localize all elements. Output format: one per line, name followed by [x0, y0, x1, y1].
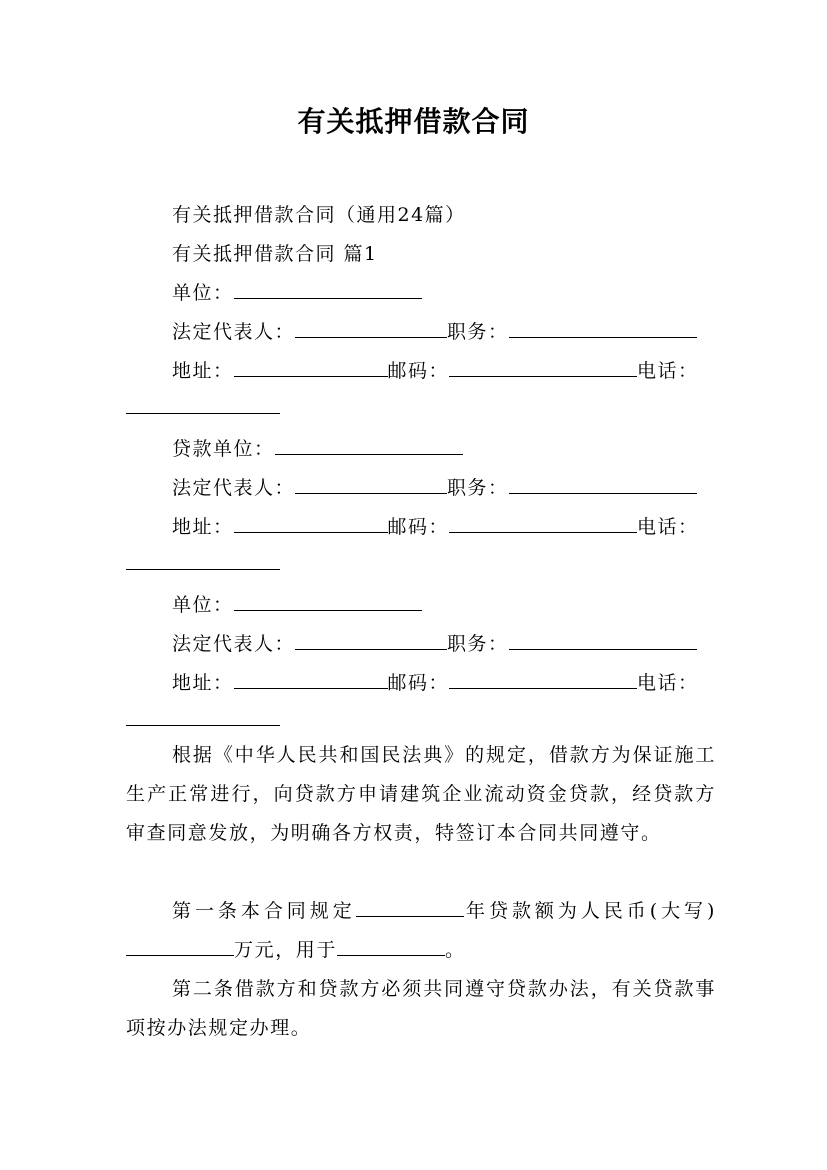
unit-blank[interactable] — [275, 436, 463, 455]
position-blank[interactable] — [509, 475, 697, 494]
preamble-paragraph: 根据《中华人民共和国民法典》的规定，借款方为保证施工生产正常进行，向贷款方申请建筑企业流动资金贷款，经贷款方审查同意发放，为明确各方权责，特签订本合同共同遵守。 — [126, 744, 716, 844]
position-blank[interactable] — [509, 319, 697, 338]
year-blank[interactable] — [356, 898, 464, 917]
postcode-blank[interactable] — [449, 358, 637, 377]
phone-blank[interactable] — [126, 551, 280, 570]
document-subtitle: 有关抵押借款合同（通用24篇） — [172, 204, 466, 226]
phone-label: 电话： — [637, 360, 699, 382]
party-c-address-row — [172, 668, 699, 695]
party-b-address-row — [172, 512, 699, 539]
clause-1-text-b: 年贷款额为人民币(大写) — [463, 900, 716, 922]
party-a-unit-row — [172, 278, 422, 305]
unit-label: 单位： — [172, 282, 234, 304]
party-a-phone-row — [126, 395, 280, 419]
postcode-blank[interactable] — [449, 670, 637, 689]
clause-2-paragraph: 第二条借款方和贷款方必须共同遵守贷款办法，有关贷款事项按办法规定办理。 — [126, 978, 716, 1039]
phone-label: 电话： — [637, 516, 699, 538]
clause-1-text-d: 。 — [445, 939, 466, 961]
address-label: 地址： — [172, 672, 234, 694]
party-b-unit-row — [172, 434, 463, 461]
document-title: 有关抵押借款合同 — [297, 105, 530, 138]
clause-1-text-c: 万元，用于 — [234, 939, 338, 961]
phone-blank[interactable] — [126, 395, 280, 414]
party-c-rep-row — [172, 629, 697, 656]
phone-blank[interactable] — [126, 707, 280, 726]
postcode-label: 邮码： — [387, 516, 450, 538]
phone-label: 电话： — [637, 672, 699, 694]
position-label: 职务： — [447, 321, 509, 343]
rep-blank[interactable] — [295, 475, 447, 494]
party-a-address-row — [172, 356, 699, 383]
address-label: 地址： — [172, 360, 234, 382]
position-blank[interactable] — [509, 631, 697, 650]
postcode-label: 邮码： — [387, 360, 450, 382]
unit-label: 贷款单位： — [172, 438, 275, 460]
postcode-blank[interactable] — [449, 514, 637, 533]
party-b-phone-row — [126, 551, 280, 575]
unit-blank[interactable] — [234, 592, 422, 611]
party-c-phone-row — [126, 707, 280, 731]
address-blank[interactable] — [234, 358, 388, 377]
address-label: 地址： — [172, 516, 234, 538]
amount-blank[interactable] — [126, 937, 234, 956]
address-blank[interactable] — [234, 670, 388, 689]
purpose-blank[interactable] — [337, 937, 445, 956]
rep-label: 法定代表人： — [172, 633, 296, 655]
party-b-rep-row — [172, 473, 697, 500]
address-blank[interactable] — [234, 514, 388, 533]
rep-label: 法定代表人： — [172, 321, 296, 343]
postcode-label: 邮码： — [387, 672, 450, 694]
party-c-unit-row — [172, 590, 422, 617]
rep-label: 法定代表人： — [172, 477, 296, 499]
rep-blank[interactable] — [295, 319, 447, 338]
position-label: 职务： — [447, 477, 509, 499]
clause-1-text-a: 第一条本合同规定 — [172, 900, 356, 922]
rep-blank[interactable] — [295, 631, 447, 650]
party-a-rep-row — [172, 317, 697, 344]
clause-1-paragraph — [126, 892, 716, 970]
article-heading: 有关抵押借款合同 篇1 — [172, 243, 378, 265]
unit-blank[interactable] — [234, 280, 422, 299]
position-label: 职务： — [447, 633, 509, 655]
unit-label: 单位： — [172, 594, 234, 616]
